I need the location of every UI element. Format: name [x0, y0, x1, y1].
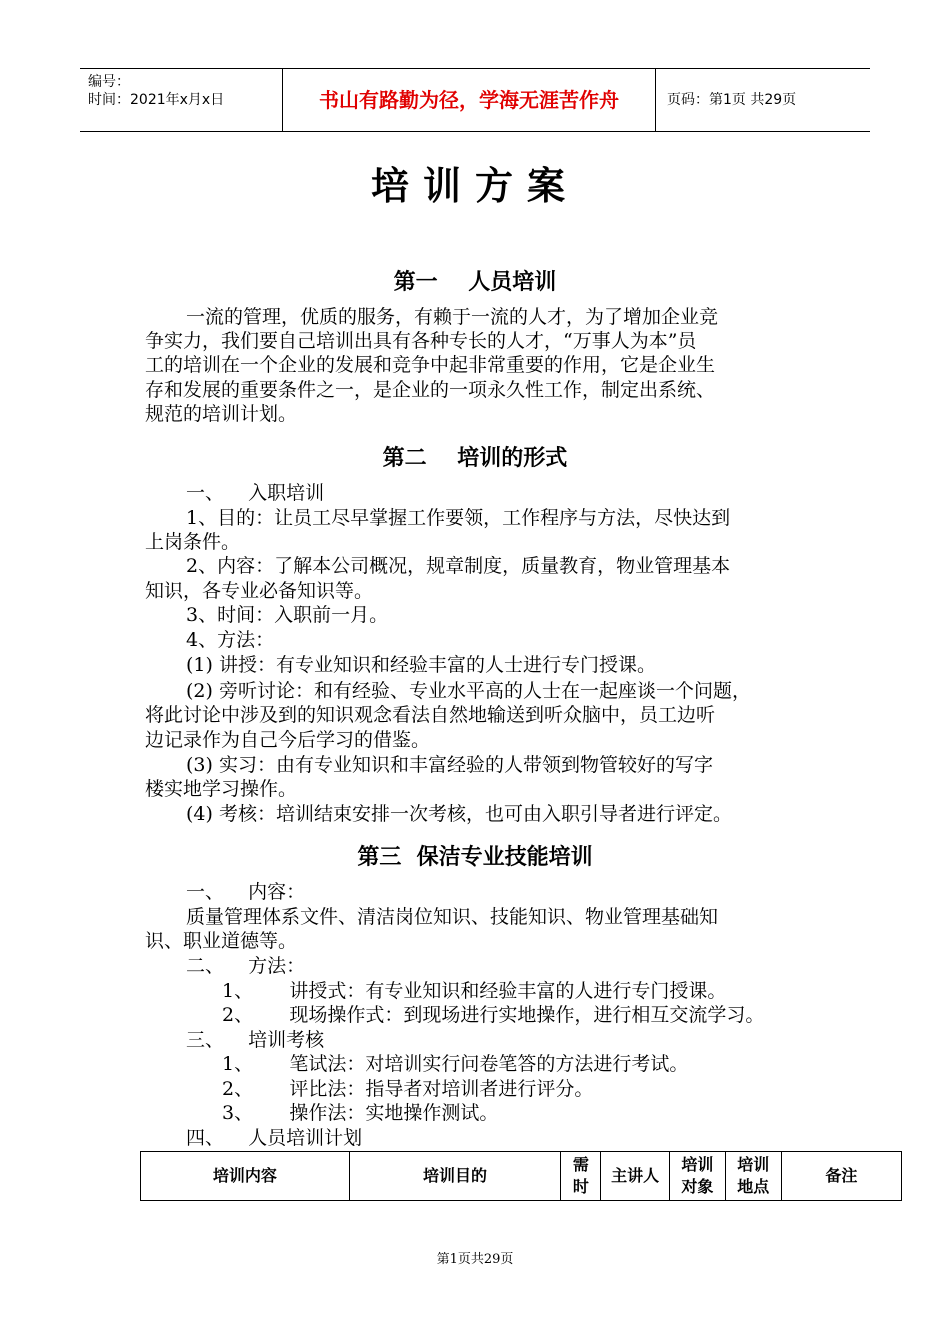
- section-1-line: 争实力，我们要自己培训出具有各种专长的人才，“万事人为本”员: [145, 330, 697, 352]
- section-2-line: 2、内容：了解本公司概况，规章制度，质量教育，物业管理基本: [186, 555, 731, 577]
- section-1-line: 一流的管理，优质的服务，有赖于一流的人才，为了增加企业竞: [186, 306, 719, 328]
- page-footer: 第1页共29页: [436, 1252, 514, 1267]
- section-2-line: 3、时间：入职前一月。: [186, 604, 389, 626]
- section-2-line: 4、方法：: [186, 629, 275, 651]
- training-plan-table: [140, 1151, 902, 1201]
- document-title: 培训方案: [370, 164, 579, 208]
- section-3-line: 二、 方法：: [186, 955, 306, 977]
- table-header-cell: 培训对象: [669, 1152, 725, 1201]
- section-3-line: 3、 操作法：实地操作测试。: [222, 1102, 499, 1124]
- section-3-line: 1、 讲授式：有专业知识和经验丰富的人进行专门授课。: [222, 980, 727, 1002]
- section-2-line: 边记录作为自己今后学习的借鉴。: [145, 729, 431, 751]
- section-2-line: 1、目的：让员工尽早掌握工作要领，工作程序与方法，尽快达到: [186, 507, 731, 529]
- time-label: 时间：2021年x月x日: [88, 92, 225, 108]
- table-header-row: [141, 1152, 902, 1201]
- header-motto: 书山有路勤为径，学海无涯苦作舟: [282, 69, 656, 131]
- section-2-line: (4) 考核：培训结束安排一次考核，也可由入职引导者进行评定。: [186, 803, 732, 825]
- section-2-heading: 第二 培训的形式: [382, 446, 568, 471]
- section-3-heading: 第三 保洁专业技能培训: [357, 845, 593, 870]
- section-1-heading: 第一 人员培训: [393, 270, 557, 295]
- section-3-line: 一、 内容：: [186, 881, 306, 903]
- section-2-line: (2) 旁听讨论：和有经验、专业水平高的人士在一起座谈一个问题，: [186, 680, 751, 702]
- table-header-cell: 培训内容: [141, 1152, 350, 1201]
- section-3-line: 识、职业道德等。: [145, 930, 298, 952]
- table-header-cell: 主讲人: [601, 1152, 670, 1201]
- table-header-cell: 需时: [561, 1152, 601, 1201]
- section-2-line: 知识，各专业必备知识等。: [145, 580, 374, 602]
- section-2-line: 将此讨论中涉及到的知识观念看法自然地输送到听众脑中，员工边听: [145, 704, 716, 726]
- section-2-line: (1) 讲授：有专业知识和经验丰富的人士进行专门授课。: [186, 654, 656, 676]
- header-page-label: 页码：第1页 共29页: [667, 92, 797, 108]
- section-2-line: 上岗条件。: [145, 531, 241, 553]
- header-band: [80, 68, 870, 132]
- section-3-line: 2、 评比法：指导者对培训者进行评分。: [222, 1078, 594, 1100]
- section-3-line: 四、 人员培训计划: [186, 1127, 363, 1149]
- table-header-cell: 培训目的: [349, 1152, 561, 1201]
- number-label: 编号：: [88, 74, 130, 90]
- section-3-line: 三、 培训考核: [186, 1029, 325, 1051]
- section-1-line: 存和发展的重要条件之一，是企业的一项永久性工作，制定出系统、: [145, 379, 716, 401]
- section-2-line: (3) 实习：由有专业知识和丰富经验的人带领到物管较好的写字: [186, 754, 713, 776]
- section-3-line: 1、 笔试法：对培训实行问卷笔答的方法进行考试。: [222, 1053, 689, 1075]
- section-3-line: 2、 现场操作式：到现场进行实地操作，进行相互交流学习。: [222, 1004, 765, 1026]
- section-1-line: 规范的培训计划。: [145, 403, 298, 425]
- table-header-cell: 备注: [781, 1152, 901, 1201]
- section-1-line: 工的培训在一个企业的发展和竞争中起非常重要的作用，它是企业生: [145, 354, 716, 376]
- header-meta: [80, 69, 282, 131]
- section-2-line: 楼实地学习操作。: [145, 778, 298, 800]
- section-2-line: 一、 入职培训: [186, 482, 325, 504]
- table-header-cell: 培训地点: [725, 1152, 781, 1201]
- section-3-line: 质量管理体系文件、清洁岗位知识、技能知识、物业管理基础知: [186, 906, 719, 928]
